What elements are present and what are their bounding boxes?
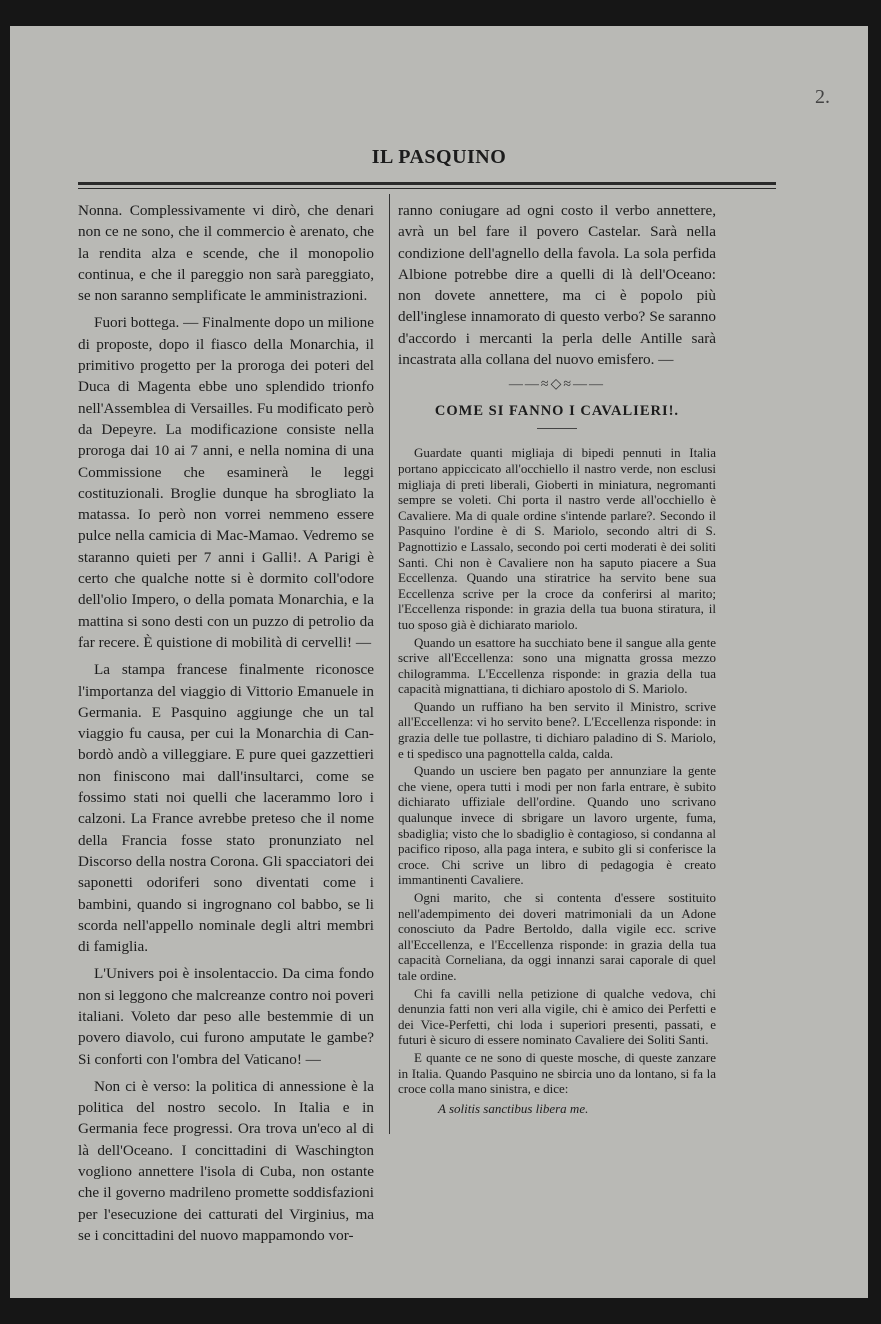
column-separator — [389, 194, 390, 1134]
paragraph: Chi fa cavilli nella petizione di qualche vedova, chi denunzia fatti non veri alla vigile, chi è amico dei Perfetti e dei Vice-Perfetti, chi loda i superiori presenti, passati, e futuri è sicuro di essere nominato Cavaliere dei Soliti Santi. — [398, 985, 716, 1048]
paragraph: Ogni marito, che si contenta d'essere sostituito nell'adempimento dei doveri matrimoniali da un Adone conosciuto da Padre Bertoldo, dalla vigile ecc. scrive all'Eccellenza, e l'Eccellenza risponde: in grazia della tua capacità Corneliana, da oggi innanzi sarai caporale di quel tale ordine. — [398, 890, 716, 983]
paragraph: Quando un ruffiano ha ben servito il Ministro, scrive all'Eccellenza: vi ho servito bene?. L'Eccellenza risponde: in grazia delle tue pollastre, ti dichiaro paladino di S. Mariolo, e ti spedisco una pagnottella calda, calda. — [398, 698, 716, 761]
running-head: IL PASQUINO — [371, 146, 507, 168]
left-column — [78, 200, 374, 1246]
paragraph: L'Univers poi è insolentaccio. Da cima fondo non si leggono che malcreanze contro noi poveri italiani. Voleto dar peso alle bestemmie di un povero diavolo, cui furono amputate le gambe? Si conforti con l'ombra del Vaticano! — — [78, 965, 374, 1068]
paragraph: Nonna. Complessivamente vi dirò, che denari non ce ne sono, che il commercio è arenato, che la rendita alza e scende, che il monopolio continua, e che il pareggio non sarà pareggiato, se non saranno semplificate le amministrazioni. — [78, 202, 374, 305]
closing-line: A solitis sanctibus libera me. — [438, 1100, 589, 1116]
ornament: ——≈◇≈—— — [508, 377, 606, 393]
paragraph: ranno coniugare ad ogni costo il verbo annettere, avrà un bel fare il povero Castelar. Sarà nella condizione dell'agnello della favola. La sola perfida Albione potrebbe dire a quelli di là dell'Oceano: non dovete annettere, ma ci è popolo più dell'inglese innamorato di questo verbo? Se saranno d'accordo i mercanti la perla delle Antille sarà incastrata alla collana del nuovo emisfero. — — [398, 202, 716, 369]
paragraph: E quante ce ne sono di queste mosche, di queste zanzare in Italia. Quando Pasquino ne sbircia uno da lontano, si fa la croce colla mano sinistra, e dice: — [398, 1049, 716, 1097]
paragraph: Fuori bottega. — Finalmente dopo un milione di proposte, dopo il fiasco della Monarchia, il primitivo progetto per la proroga dei poteri del Duca di Magenta ebbe uno splendido trionfo nell'Assemblea di Versailles. Fu modificato però da Depeyre. La modificazione consiste nella proroga dai 10 ai 7 anni, e nella nomina di una Commissione che esaminerà le leggi costituzionali. Broglie dunque ha sbrogliato la matassa. Io però non vorrei nemmeno essere pulce nella camicia di Mac-Mamao. Vedremo se staranno quieti per 7 anni i Galli!. A Parigi è certo che qualche notte si è dormito coll'odore dell'olio Impero, o della pomata Monarchia, e la mattina si sono desti con un puzzo di petrolio da far recere. È quistione di mobilità di cervelli! — — [78, 314, 374, 651]
title-rule — [537, 428, 577, 429]
section-title: COME SI FANNO I CAVALIERI!. — [434, 403, 680, 420]
newspaper-page — [10, 26, 868, 1298]
header-rule — [78, 182, 776, 185]
paragraph: Quando un esattore ha succhiato bene il sangue alla gente scrive all'Eccellenza: sono una mignatta grossa mezzo chilogramma. L'Eccellenza risponde: in grazia della tua capacità mignattiana, ti dichiaro apostolo di S. Mariolo. — [398, 634, 716, 697]
right-column — [398, 200, 716, 1116]
paragraph: La stampa francese finalmente riconosce l'importanza del viaggio di Vittorio Emanuele in Germania. E Pasquino aggiunge che un tal viaggio fu causa, per cui la Monarchia di Can-bordò andò a villeggiare. E pure quei gazzettieri non finiscono mai dall'insultarci, come se fossimo stati noi quelli che lacerammo loro i calzoni. La France avrebbe preteso che il nome della Francia fosse stato pronunziato nel Discorso della nostra Corona. Gli spacciatori dei saponetti odoriferi sono diventati come i bambini, quando si ingrognano col babbo, se li scorda nell'appello nominale degli altri membri di famiglia. — [78, 661, 374, 956]
page-number: 2. — [815, 86, 830, 108]
paragraph: Quando un usciere ben pagato per annunziare la gente che viene, opera tutti i modi per non farla entrare, è subito dichiarato uffiziale dell'ordine. Quando uno scrivano qualunque invece di sbrigare un lavoro urgente, fuma, sbadiglia; visto che lo sbadiglio è contagioso, si condanna al pacifico riposo, alla paga intera, e subito gli si conferisce la croce. Chi scrive un libro di pedagogia è creato immantinenti Cavaliere. — [398, 763, 716, 888]
paragraph: Guardate quanti migliaja di bipedi pennuti in Italia portano appiccicato all'occhiello il nastro verde, non esclusi migliaja di preti liberali, Gioberti in miniatura, negromanti sempre se voleti. Chi porta il nastro verde all'occhiello è Cavaliere. Ma di quale ordine s'intende parlare?. Secondo il Pasquino l'ordine è di S. Mariolo, secondo altri di S. Pagnottizio e Lassalo, secondo poi certi moderati è dei soliti Santi. Chi non è Cavaliere non ha saputo piacere a Sua Eccellenza. Quando una stiratrice ha servito bene sua Eccellenza scrive per la croce da conferirsi al marito; l'Eccellenza risponde: in grazia della tua buona stiratura, il tuo sposo già è dichiarato mariolo. — [398, 445, 716, 632]
paragraph: Non ci è verso: la politica di annessione è la politica del nostro secolo. In Italia e in Germania fece progressi. Ora trova un'eco al di là dell'Oceano. I concittadini di Waschington vogliono annettere l'isola di Cuba, non ostante che il governo madrileno promette soddisfazioni per l'esecuzione dei catturati del Virginius, ma se i concittadini del nuovo mappamondo vor- — [78, 1077, 374, 1244]
header-rule-thin — [78, 188, 776, 189]
